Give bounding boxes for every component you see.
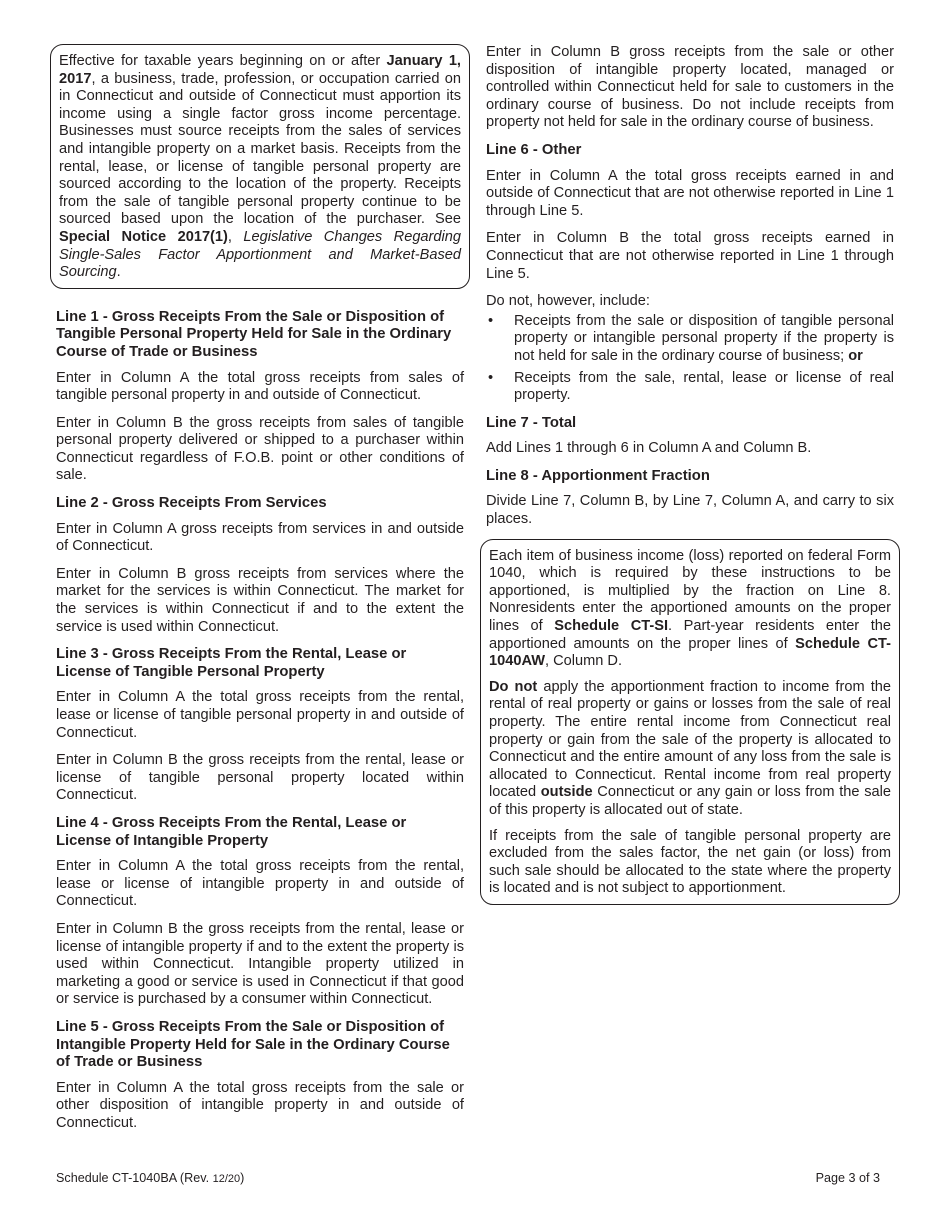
- left-column: [56, 44, 464, 1142]
- line1-heading: Line 1 - Gross Receipts From the Sale or Disposition of Tangible Personal Property Held for Sale in the Ordinary Course of Trade or Business: [56, 308, 452, 360]
- list-item: • Receipts from the sale, rental, lease or license of real property.: [486, 370, 894, 405]
- line3-section: [56, 646, 464, 805]
- line5-column-a-text: Enter in Column A the total gross receipts from the sale or other disposition of intangible property in and outside of Connecticut.: [56, 1079, 464, 1131]
- line5-section: [56, 1019, 464, 1133]
- footer-form-name: Schedule CT-1040BA (Rev. 12/20): [56, 1171, 245, 1185]
- line2-column-a-text: Enter in Column A gross receipts from services in and outside of Connecticut.: [56, 520, 464, 555]
- line3-column-a-text: Enter in Column A the total gross receipts from the rental, lease or license of tangible personal property in and outside of Connecticut.: [56, 689, 464, 741]
- apportionment-note-box: [480, 539, 900, 905]
- line6-section: [486, 142, 894, 405]
- line8-text: Divide Line 7, Column B, by Line 7, Column A, and carry to six places.: [486, 493, 894, 528]
- line4-column-a-text: Enter in Column A the total gross receipts from the rental, lease or license of intangible property in and outside of Connecticut.: [56, 858, 464, 910]
- line5-heading: Line 5 - Gross Receipts From the Sale or Disposition of Intangible Property Held for Sale in the Ordinary Course of Trade or Business: [56, 1018, 450, 1071]
- line5-column-b-text: Enter in Column B gross receipts from the sale or other disposition of intangible property located, managed or controlled within Connecticut held for sale to customers in the ordinary course of business. Do not include receipts from property not held for sale in the ordinary course of business.: [486, 44, 894, 131]
- line8-heading: Line 8 - Apportionment Fraction: [486, 467, 710, 484]
- list-item: • Receipts from the sale or disposition of tangible personal property or intangible personal property if the property is not held for sale in the ordinary course of business; or: [486, 313, 894, 366]
- footer-page-number: Page 3 of 3: [815, 1171, 880, 1185]
- line8-section: [486, 468, 894, 529]
- note-paragraph-2: Do not apply the apportionment fraction to income from the rental of real property or gains or losses from the sale of real property. The entire rental income from Connecticut real property or gain from the sale of the property is allocated to Connecticut and the entire amount of any loss from the sale is allocated to Connecticut. Rental income from real property located outside Connecticut or any gain or loss from the sale of this property is allocated out of state.: [489, 678, 891, 818]
- line1-column-a-text: Enter in Column A the total gross receipts from sales of tangible personal property in and outside of Connecticut.: [56, 369, 464, 404]
- line3-column-b-text: Enter in Column B the gross receipts from the rental, lease or license of tangible personal property located within Connecticut.: [56, 752, 464, 804]
- line3-heading: Line 3 - Gross Receipts From the Rental, Lease or License of Tangible Personal Property: [56, 646, 407, 680]
- line7-section: [486, 415, 894, 458]
- line6-exclusions-intro: Do not, however, include:: [486, 293, 650, 310]
- note-paragraph-3: If receipts from the sale of tangible personal property are excluded from the sales factor, the net gain (or loss) from such sale should be allocated to the state where the property is located and is not subject to apportionment.: [489, 827, 891, 897]
- line1-column-b-text: Enter in Column B the gross receipts from sales of tangible personal property delivered or shipped to a purchaser within Connecticut regardless of F.O.B. point or other conditions of sale.: [56, 414, 464, 484]
- line1-section: [56, 309, 464, 485]
- line2-section: [56, 495, 464, 636]
- intro-notice-text: Effective for taxable years beginning on or after January 1, 2017, a business, trade, profession, or occupation carried on in Connecticut and outside of Connecticut must apportion its income using a single factor gross income percentage. Businesses must source receipts from the sales of services and intangible property on a market basis. Receipts from the rental, lease, or license of tangible personal property are sourced according to the location of the property. Receipts from the sale of tangible personal property continue to be sourced based upon the location of the purchaser. See Special Notice 2017(1), Legislative Changes Regarding Single-Sales Factor Apportionment and Market-Based Sourcing.: [59, 53, 462, 281]
- line6-column-a-text: Enter in Column A the total gross receipts earned in and outside of Connecticut that are not otherwise reported in Line 1 through Line 5.: [486, 167, 894, 219]
- line4-section: [56, 815, 464, 1009]
- line6-heading: Line 6 - Other: [486, 141, 582, 158]
- line4-heading: Line 4 - Gross Receipts From the Rental, Lease or License of Intangible Property: [56, 814, 407, 849]
- line4-column-b-text: Enter in Column B the gross receipts from the rental, lease or license of intangible property if and to the extent the property is used within Connecticut. Intangible property utilized in marketing a good or service is used in Connecticut if that good or service is purchased by a consumer within Connecticut.: [56, 920, 464, 1008]
- line2-heading: Line 2 - Gross Receipts From Services: [56, 495, 327, 512]
- line2-column-b-text: Enter in Column B gross receipts from services where the market for the services is within Connecticut. The market for the services is within Connecticut if and to the extent the service is used within Connecticut.: [56, 565, 464, 635]
- right-column: [486, 44, 894, 905]
- note-paragraph-1: Each item of business income (loss) reported on federal Form 1040, which is required by these instructions to be apportioned, is multiplied by the fraction on Line 8. Nonresidents enter the apportioned amounts on the proper lines of Schedule CT-SI. Part-year residents enter the apportioned amounts on the proper lines of Schedule CT-1040AW, Column D.: [489, 547, 892, 670]
- line6-exclusions-list: [486, 313, 894, 405]
- line6-column-b-text: Enter in Column B the total gross receipts earned in Connecticut that are not otherwise reported in Line 1 through Line 5.: [486, 230, 894, 282]
- line7-heading: Line 7 - Total: [486, 414, 577, 431]
- line7-text: Add Lines 1 through 6 in Column A and Column B.: [486, 440, 812, 457]
- intro-notice-box: [50, 44, 470, 289]
